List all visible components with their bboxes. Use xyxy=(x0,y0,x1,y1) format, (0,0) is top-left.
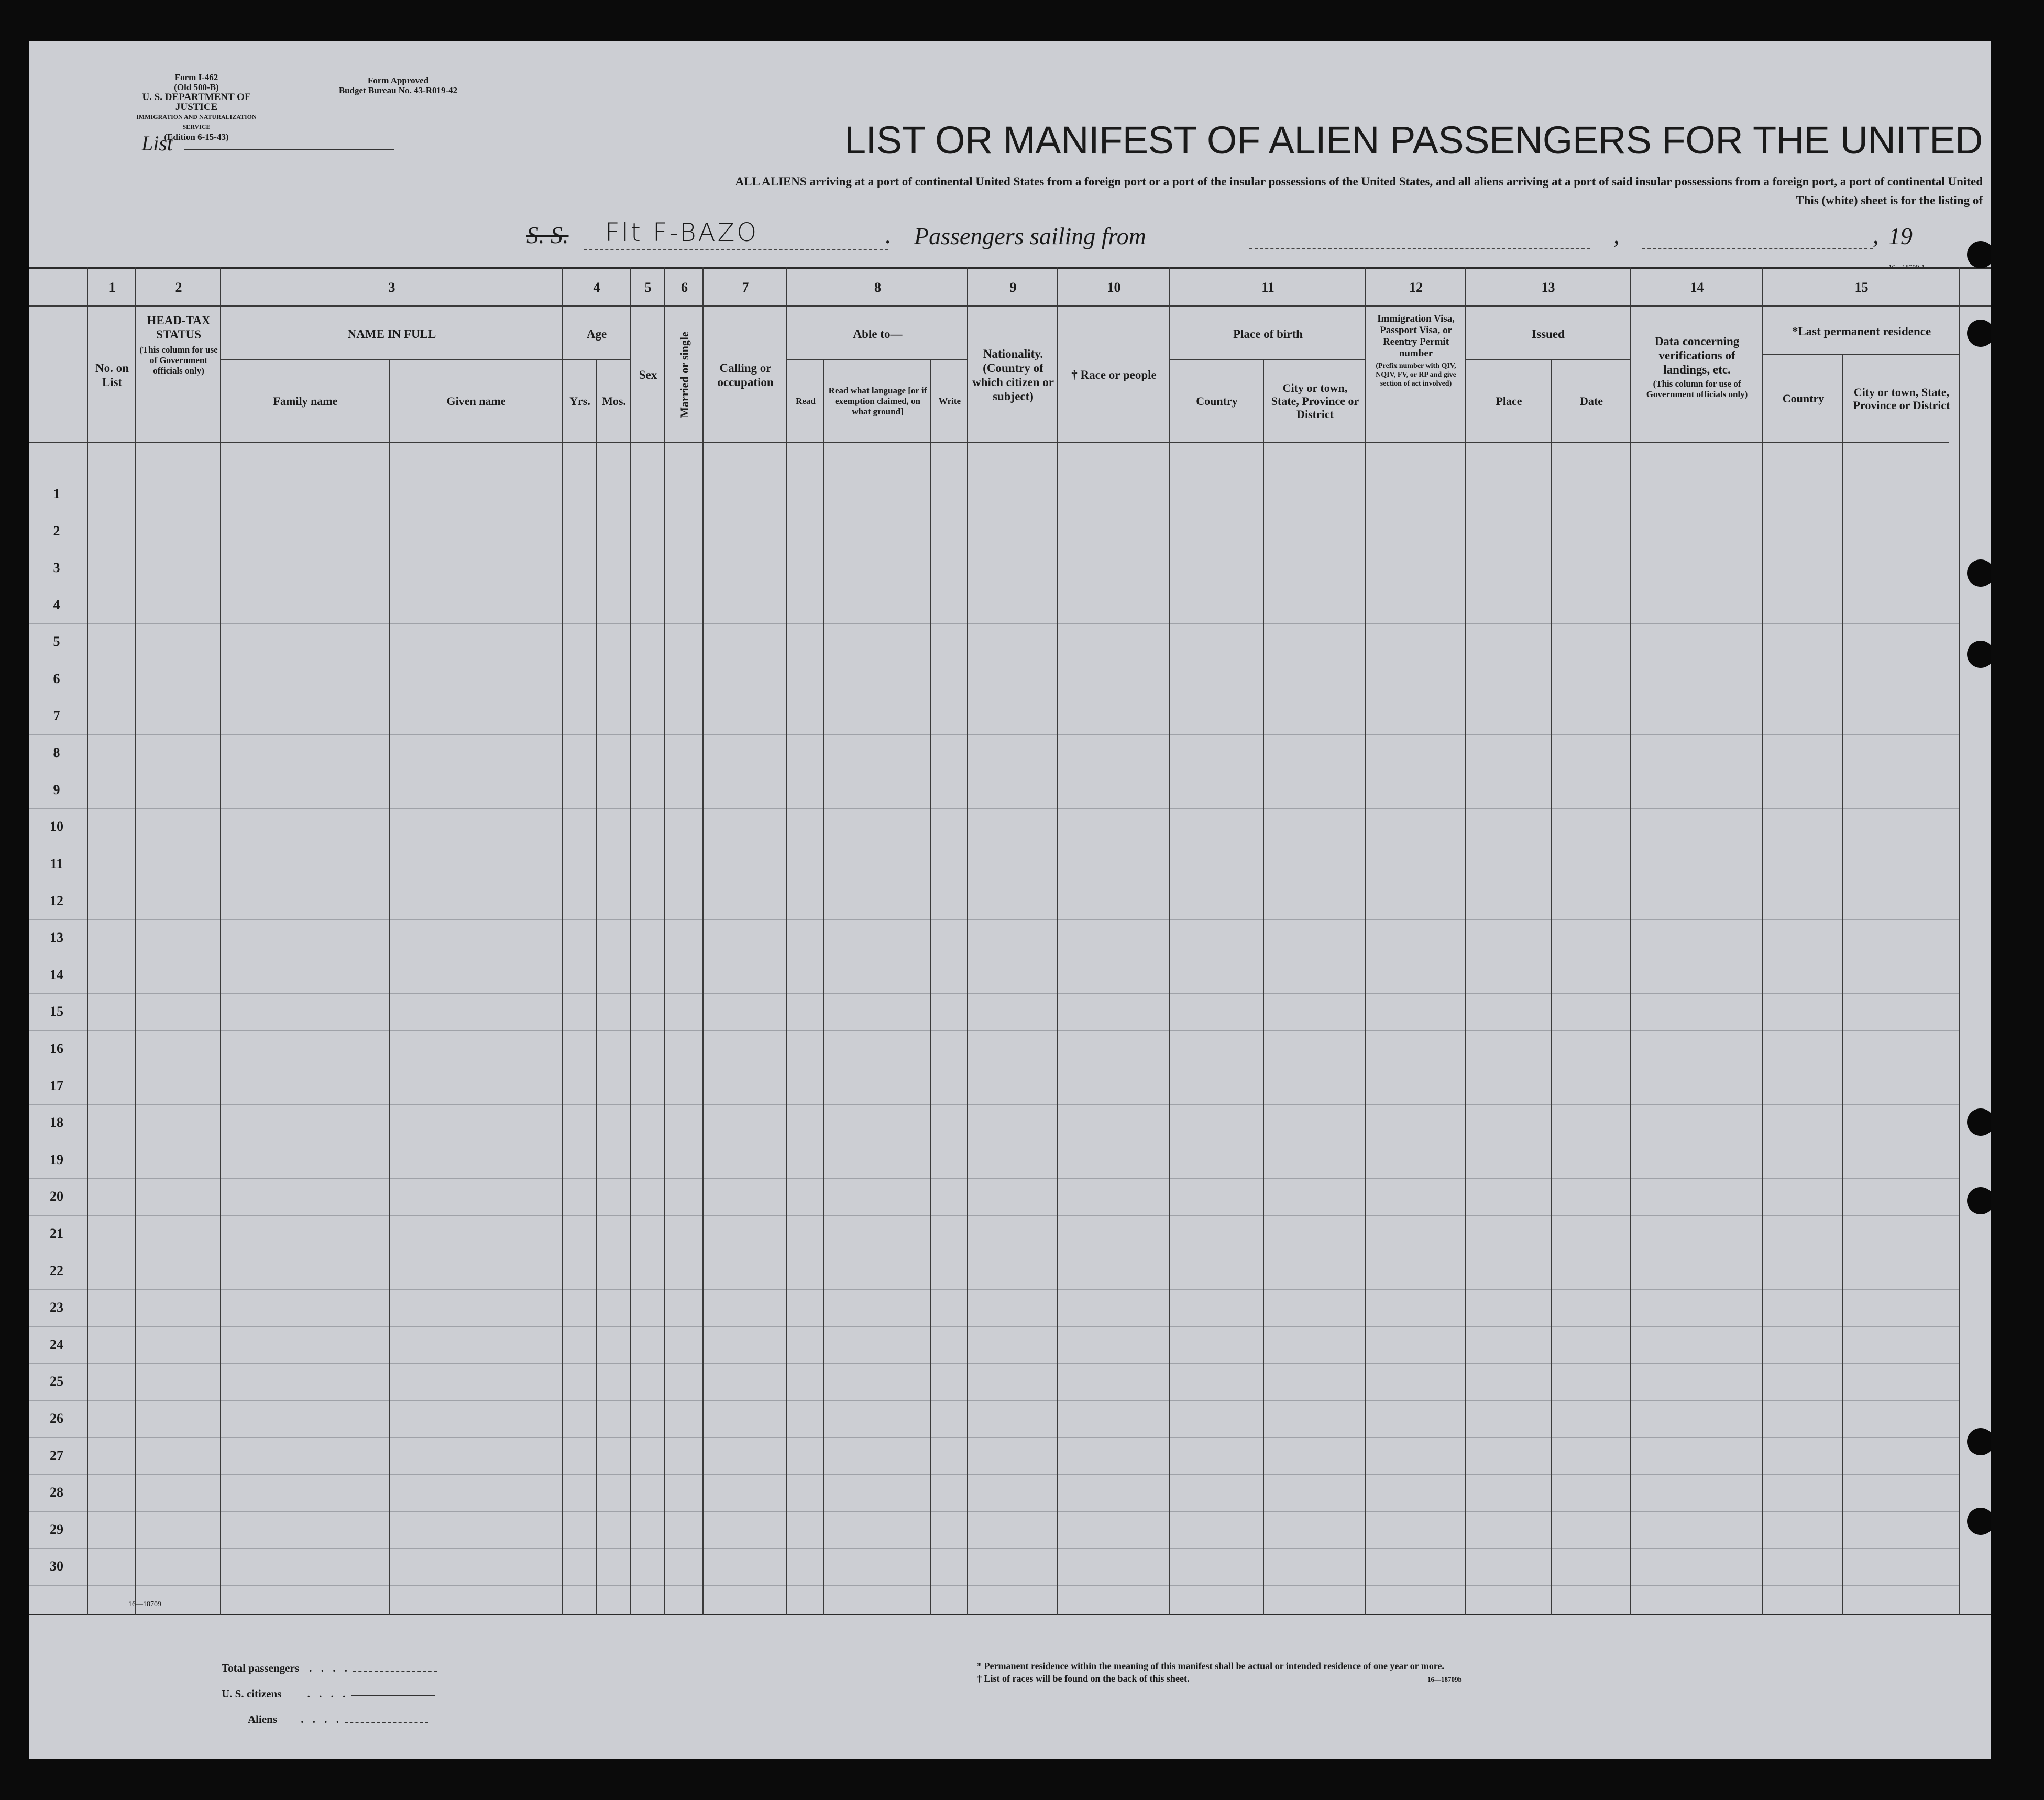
form-edition: (Edition 6-15-43) xyxy=(164,132,229,142)
race-header: † Race or people xyxy=(1071,368,1157,381)
table-bottom-border xyxy=(29,1614,1991,1615)
verification-header xyxy=(1631,334,1763,439)
row-number: 1 xyxy=(53,486,60,501)
row-number: 14 xyxy=(50,967,63,982)
row-number: 19 xyxy=(50,1151,63,1167)
col-no-on-list-header: No. on List xyxy=(95,361,129,389)
footnote-races: † List of races will be found on the back of this sheet. xyxy=(977,1673,1190,1684)
col-line-n xyxy=(1057,267,1058,1615)
able-to-header: Able to— xyxy=(853,327,903,341)
ss-prefix: S. S. xyxy=(526,222,569,248)
vessel-name-handwritten[interactable]: Flt F-BAZO xyxy=(605,218,759,247)
list-label-row xyxy=(141,131,394,156)
col-15-number: 15 xyxy=(1854,280,1869,295)
occupation-header: Calling or occupation xyxy=(717,361,774,389)
row-number: 5 xyxy=(53,634,60,650)
punch-hole xyxy=(1967,1508,1991,1535)
punch-hole xyxy=(1967,559,1991,587)
col-12-number: 12 xyxy=(1409,280,1423,295)
year-comma: , xyxy=(1873,222,1879,248)
col-line-w xyxy=(1959,267,1960,1615)
row-number: 15 xyxy=(50,1004,63,1019)
row-number: 26 xyxy=(50,1411,63,1426)
row-number: 3 xyxy=(53,560,60,576)
row-number: 23 xyxy=(50,1300,63,1315)
col-line-i xyxy=(702,267,704,1615)
punch-hole xyxy=(1967,641,1991,668)
row-number: 8 xyxy=(53,745,60,761)
row-rule xyxy=(29,919,1959,920)
approval-line: Form Approved xyxy=(367,75,429,85)
page-title: LIST OR MANIFEST OF ALIEN PASSENGERS FOR THE UNITED xyxy=(844,118,1983,162)
aliens-dots: . . . . xyxy=(301,1713,343,1726)
col-10-number: 10 xyxy=(1107,280,1121,295)
col-5-number: 5 xyxy=(644,280,652,295)
row-number: 20 xyxy=(50,1189,63,1204)
row-rule xyxy=(29,623,1959,624)
row-number: 4 xyxy=(53,597,60,612)
col-3-number: 3 xyxy=(388,280,395,295)
subtitle-line-2: This (white) sheet is for the listing of xyxy=(1796,194,1983,207)
footnote-races-row xyxy=(977,1672,1462,1686)
residence-country-header: Country xyxy=(1782,392,1825,405)
issued-place-header: Place xyxy=(1496,394,1522,408)
col-9-number: 9 xyxy=(1009,280,1017,295)
col-line-p xyxy=(1263,359,1264,1615)
family-name-header: Family name xyxy=(273,394,338,408)
col-line-h xyxy=(664,267,665,1615)
row-number: 28 xyxy=(50,1485,63,1500)
old-form-number: (Old 500-B) xyxy=(174,82,219,92)
vessel-dot: . xyxy=(885,222,892,248)
col-4-number: 4 xyxy=(593,280,600,295)
col-13-number: 13 xyxy=(1541,280,1555,295)
row-rule xyxy=(29,1363,1959,1364)
punch-hole xyxy=(1967,241,1991,268)
list-label: List xyxy=(141,131,173,155)
head-tax-label: HEAD-TAX STATUS xyxy=(147,314,211,341)
row-number: 24 xyxy=(50,1336,63,1352)
row-number: 2 xyxy=(53,523,60,539)
row-rule xyxy=(29,1289,1959,1290)
year-prefix: 19 xyxy=(1888,223,1913,249)
row-number: 9 xyxy=(53,782,60,797)
col-line-f xyxy=(596,359,597,1615)
row-rule xyxy=(29,808,1959,809)
col-2-number: 2 xyxy=(175,280,182,295)
row-rule xyxy=(29,1215,1959,1216)
col-6-number: 6 xyxy=(681,280,688,295)
department-name: U. S. DEPARTMENT OF JUSTICE xyxy=(142,92,251,113)
row-number: 27 xyxy=(50,1447,63,1463)
vessel-name-underline xyxy=(584,249,888,250)
row-number: 10 xyxy=(50,819,63,835)
row-number: 6 xyxy=(53,671,60,686)
residence-city-header: City or town, State, Province or District xyxy=(1853,385,1950,412)
verification-label: Data concerning verifications of landings, etc. xyxy=(1654,335,1740,376)
row-rule xyxy=(29,1511,1959,1512)
col-line-q xyxy=(1365,267,1366,1615)
row-number: 16 xyxy=(50,1041,63,1056)
visa-header xyxy=(1366,313,1466,439)
print-code-footer: 16—18709b xyxy=(1427,1675,1462,1683)
place-of-birth-header: Place of birth xyxy=(1233,327,1303,341)
list-number-field[interactable] xyxy=(184,149,394,150)
manifest-sheet xyxy=(29,41,1991,1759)
col-line-c xyxy=(220,267,221,1615)
row-rule xyxy=(29,1474,1959,1475)
birth-country-header: Country xyxy=(1196,394,1238,408)
row-number: 30 xyxy=(50,1558,63,1574)
row-number: 18 xyxy=(50,1115,63,1131)
read-language-header: Read what language [or if exemption claimed, on what ground] xyxy=(828,385,927,416)
name-in-full-header: NAME IN FULL xyxy=(347,327,436,341)
col-1-number: 1 xyxy=(108,280,116,295)
sailing-from-label: Passengers sailing from xyxy=(914,223,1146,249)
punch-hole xyxy=(1967,320,1991,347)
row-number: 25 xyxy=(50,1374,63,1389)
head-tax-note: (This column for use of Government officials only) xyxy=(139,345,218,376)
col-14-number: 14 xyxy=(1690,280,1704,295)
col-line-v xyxy=(1842,354,1843,1615)
col-line-r xyxy=(1465,267,1466,1615)
issued-header: Issued xyxy=(1532,327,1565,341)
col-line-a xyxy=(87,267,88,1615)
col-line-t xyxy=(1630,267,1631,1615)
service-name: IMMIGRATION AND NATURALIZATION SERVICE xyxy=(136,113,257,130)
date-comma: , xyxy=(1613,222,1620,248)
married-header xyxy=(665,308,704,442)
row-rule xyxy=(29,734,1959,735)
us-citizens-field[interactable] xyxy=(351,1695,435,1697)
total-passengers-row xyxy=(222,1662,437,1675)
col-line-e xyxy=(562,267,563,1615)
row-number: 11 xyxy=(50,856,63,871)
age-months-header: Mos. xyxy=(602,394,626,408)
row-rule xyxy=(29,1104,1959,1105)
row-rule xyxy=(29,1178,1959,1179)
col-8-number: 8 xyxy=(874,280,881,295)
row-rule xyxy=(29,1585,1959,1586)
row-number: 21 xyxy=(50,1226,63,1241)
col-line-j xyxy=(786,267,787,1615)
row-number: 29 xyxy=(50,1521,63,1537)
birth-city-header: City or town, State, Province or District xyxy=(1271,381,1359,421)
col-line-s xyxy=(1551,359,1552,1615)
total-passengers-field[interactable] xyxy=(353,1671,437,1672)
sex-header: Sex xyxy=(639,368,657,381)
approval-block xyxy=(325,75,471,95)
row-number: 17 xyxy=(50,1078,63,1093)
married-label: Married or single xyxy=(678,332,691,418)
age-years-header: Yrs. xyxy=(569,394,590,408)
punch-hole xyxy=(1967,1187,1991,1214)
row-rule xyxy=(29,993,1959,994)
punch-hole xyxy=(1967,1108,1991,1136)
punch-hole xyxy=(1967,1428,1991,1455)
col-11-number: 11 xyxy=(1261,280,1274,295)
row-rule xyxy=(29,1326,1959,1327)
col-line-o xyxy=(1169,267,1170,1615)
given-name-header: Given name xyxy=(446,394,506,408)
us-citizens-row xyxy=(222,1687,435,1700)
header-bottom-rule xyxy=(29,442,1949,443)
form-number: Form I-462 xyxy=(174,72,218,82)
row-number: 7 xyxy=(53,708,60,723)
age-header: Age xyxy=(586,327,607,341)
row-rule xyxy=(29,1548,1959,1549)
total-passengers-label: Total passengers xyxy=(222,1662,299,1674)
visa-note: (Prefix number with QIV, NQIV, FV, or RP and give section of act involved) xyxy=(1376,362,1456,388)
aliens-label: Aliens xyxy=(248,1713,278,1726)
print-code-bottom: 16—18709 xyxy=(128,1600,161,1608)
us-citizens-dots: . . . . xyxy=(307,1687,349,1700)
budget-bureau-number: Budget Bureau No. 43-R019-42 xyxy=(338,85,458,95)
verification-note: (This column for use of Government officials only) xyxy=(1646,379,1748,399)
footnote-permanent-residence: * Permanent residence within the meaning of this manifest shall be actual or intended residence of one year or more. xyxy=(977,1661,1444,1671)
row-number: 22 xyxy=(50,1263,63,1278)
aliens-field[interactable] xyxy=(345,1722,428,1723)
vessel-line xyxy=(526,218,1967,255)
col-line-d xyxy=(389,359,390,1615)
row-number: 12 xyxy=(50,893,63,908)
write-header: Write xyxy=(938,396,961,406)
row-rule xyxy=(29,1400,1959,1401)
subtitle-line-1: ALL ALIENS arriving at a port of continental United States from a foreign port or a port of the insular possessions of the United States, and all aliens arriving at a port of said insular possessions from a foreign port, a port of continental United xyxy=(735,175,1983,188)
sailing-date-field[interactable] xyxy=(1642,248,1873,249)
row-rule xyxy=(29,1030,1959,1031)
col-line-g xyxy=(630,267,631,1615)
row-rule xyxy=(29,1437,1959,1438)
read-header: Read xyxy=(796,396,816,406)
visa-label: Immigration Visa, Passport Visa, or Reentry Permit number xyxy=(1377,313,1455,359)
col-line-k xyxy=(823,359,824,1615)
total-passengers-dots: . . . . xyxy=(309,1662,350,1674)
aliens-row xyxy=(248,1713,428,1726)
footnotes xyxy=(977,1660,1462,1686)
col-line-b xyxy=(135,267,136,1615)
col-line-l xyxy=(930,359,931,1615)
nationality-header: Nationality. (Country of which citizen or subject) xyxy=(972,347,1054,403)
col-line-u xyxy=(1762,267,1763,1615)
col-7-number: 7 xyxy=(742,280,749,295)
row-number: 13 xyxy=(50,930,63,946)
us-citizens-label: U. S. citizens xyxy=(222,1687,282,1700)
issued-date-header: Date xyxy=(1580,394,1603,408)
sailing-from-field[interactable] xyxy=(1249,248,1590,249)
last-residence-header: *Last permanent residence xyxy=(1792,324,1931,338)
col-line-m xyxy=(967,267,968,1615)
col-head-tax-header xyxy=(136,313,221,439)
